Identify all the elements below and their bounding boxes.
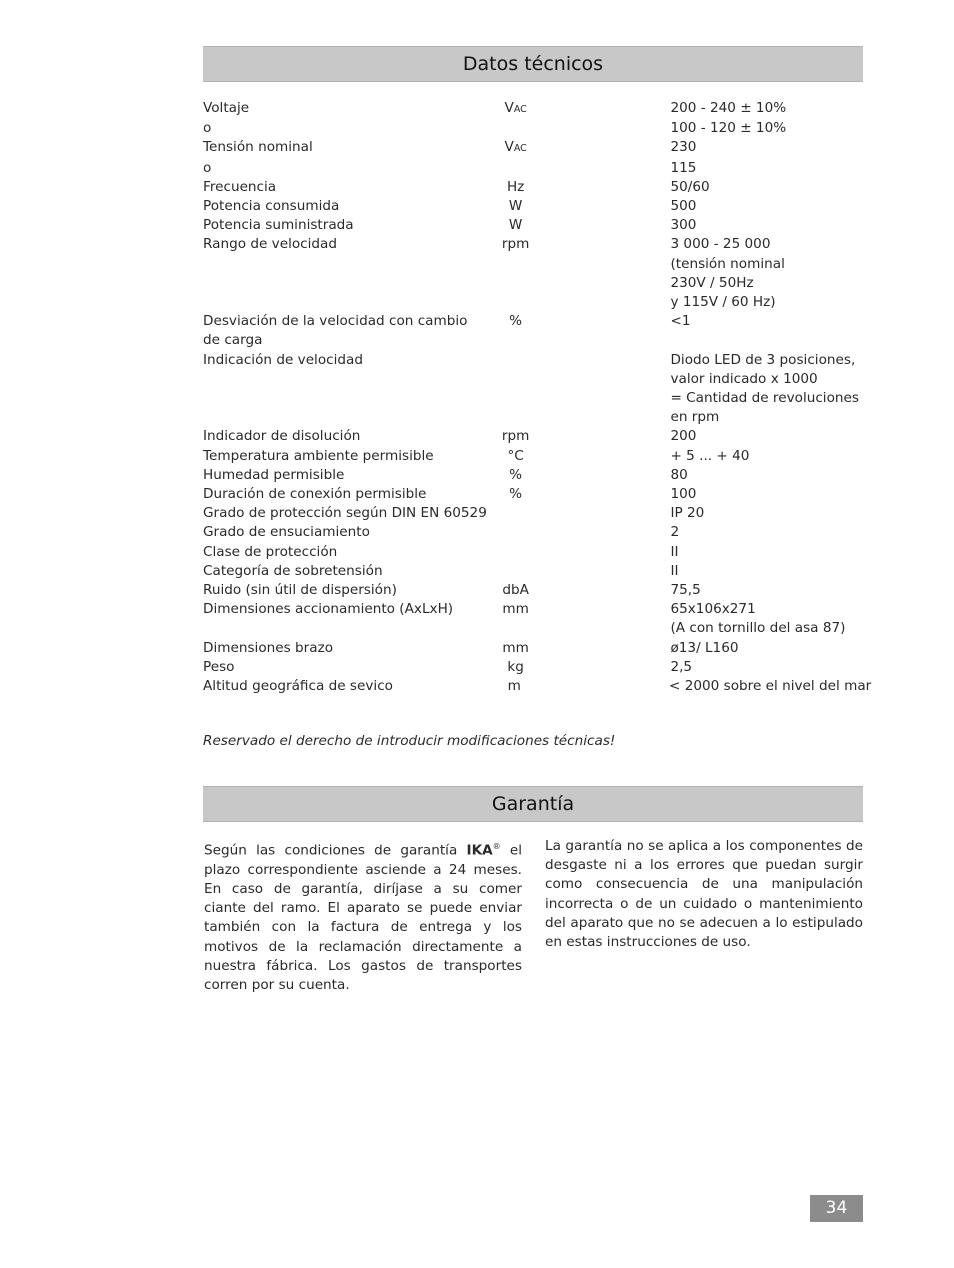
spec-unit [491,504,541,523]
spec-label: Potencia suministrada [203,217,354,234]
spec-label: Frecuencia [203,178,277,195]
spec-value: (A con tornillo del asa 87) [670,620,846,637]
spec-row [203,619,865,638]
spec-value: 230 [670,139,697,156]
spec-unit [491,408,541,427]
spec-label [203,274,491,293]
spec-value: < 2000 sobre el nivel del mar [669,678,872,695]
spec-label: Altitud geográfica de sevico [203,678,393,695]
spec-row [203,389,865,408]
spec-unit [491,293,541,312]
spec-label: Rango de velocidad [203,236,338,253]
spec-label: Tensión nominal [203,139,313,156]
spec-row [203,677,872,696]
spec-value: 65x106x271 [670,601,756,618]
spec-value: II [670,543,679,560]
spec-value: 100 - 120 ± 10% [670,120,787,137]
spec-row [203,466,865,485]
spec-label: Temperatura ambiente permisible [203,447,434,464]
spec-value: 75,5 [670,582,701,599]
spec-value: y 115V / 60 Hz) [670,294,776,311]
spec-unit: % [509,466,523,483]
spec-unit: % [509,486,523,503]
unit-symbol: V [504,139,514,156]
spec-value: en rpm [670,409,720,426]
spec-row [203,216,865,235]
spec-label: Dimensiones brazo [203,639,334,656]
spec-value: 230V / 50Hz [670,274,754,291]
spec-label: Humedad permisible [203,466,345,483]
spec-value: 500 [670,198,697,215]
spec-row [203,600,865,619]
spec-row [203,408,865,427]
spec-row [203,274,865,293]
spec-label: o [203,159,212,176]
spec-label: Grado de protección según DIN EN 60529 [203,505,487,522]
spec-row [203,581,865,600]
spec-unit: dbA [502,582,529,599]
spec-unit [491,99,541,119]
spec-label: Voltaje [203,100,250,116]
spec-unit: W [508,217,523,234]
spec-value: 3 000 - 25 000 [670,236,771,253]
spec-unit: °C [507,447,524,464]
spec-row [203,255,865,274]
spec-unit [491,255,541,274]
spec-unit: Hz [506,178,525,195]
spec-row [203,178,865,197]
spec-row [203,485,865,504]
spec-value: 300 [670,217,697,234]
warranty-left-body: el plazo correspondiente asciende a 24 meses. En caso de garantía, diríjase a su comer ciante del ramo. El aparato se puede enviar también con la factura de entrega y los motivos de la reclamación directamente a nuestra fábrica. Los gastos de transportes corren por su cuenta. [204,842,523,993]
spec-label [203,389,491,408]
spec-label: Dimensiones accionamiento (AxLxH) [203,601,454,618]
spec-row [203,159,865,178]
spec-label [203,255,491,274]
spec-label: Desviación de la velocidad con cambio [203,313,468,330]
spec-unit [491,543,541,562]
spec-value: 200 - 240 ± 10% [670,100,787,116]
spec-label [203,293,491,312]
spec-row [203,99,865,119]
spec-label: de carga [203,332,263,349]
spec-label: o [203,120,212,137]
spec-label: Clase de protección [203,543,338,560]
spec-row [203,351,865,370]
spec-unit [491,138,541,158]
spec-unit [491,389,541,408]
spec-label: Potencia consumida [203,198,340,215]
spec-value: 115 [670,159,697,176]
spec-value: valor indicado x 1000 [670,370,818,387]
spec-row [203,562,865,581]
spec-row [203,293,865,312]
spec-value: 2,5 [670,658,693,675]
spec-unit [491,370,541,389]
spec-unit [491,119,541,138]
spec-label: Categoría de sobretensión [203,562,383,579]
spec-label: Ruido (sin útil de dispersión) [203,582,397,599]
tech-data-title: Datos técnicos [462,53,604,75]
spec-value: + 5 ... + 40 [670,447,750,464]
spec-value: 200 [670,428,697,445]
spec-unit [491,351,541,370]
spec-row [203,235,865,254]
spec-unit: % [509,313,523,330]
brand-name: IKA [466,842,493,859]
spec-unit [491,331,541,350]
tech-data-header [203,46,863,82]
spec-table [203,99,872,696]
spec-unit: W [508,198,523,215]
spec-row [203,523,865,542]
spec-unit: mm [502,601,529,618]
spec-row [203,639,865,658]
spec-row [203,119,865,138]
spec-row [203,658,865,677]
spec-unit [491,523,541,542]
spec-label [203,370,491,389]
spec-value: (tensión nominal [670,255,785,272]
spec-unit [491,562,541,581]
spec-label: Duración de conexión permisible [203,486,427,503]
spec-label [203,619,491,638]
spec-value: Diodo LED de 3 posiciones, [670,351,856,368]
unit-subscript: AC [513,104,527,115]
spec-unit: kg [507,658,524,675]
spec-label: Indicación de velocidad [203,351,363,368]
unit-subscript: AC [513,143,527,155]
spec-row [203,504,865,523]
spec-value: 80 [670,466,688,483]
spec-row [203,543,865,562]
spec-row [203,138,865,158]
spec-label: Grado de ensuciamiento [203,524,370,541]
warranty-left-intro: Según las condiciones de garantía [204,842,467,859]
spec-unit [491,159,541,178]
warranty-text-left [204,837,522,995]
spec-value: 100 [670,486,697,503]
warranty-title: Garantía [491,793,575,815]
spec-row [203,370,865,389]
spec-row [203,331,865,350]
spec-unit [491,619,541,638]
spec-value: IP 20 [670,505,705,522]
warranty-text-right: La garantía no se aplica a los componentes de desgaste ni a los errores que puedan surgir como consecuencia de una manipulación incorrecta o de un cuidado o mantenimiento del aparato que no se adecuen a lo estipulado en estas instrucciones de uso. [545,838,863,951]
spec-unit: m [507,678,521,695]
spec-row [203,427,865,446]
registered-mark: ® [492,842,501,851]
spec-label [203,408,491,427]
spec-value: <1 [670,313,691,330]
spec-unit [491,274,541,293]
spec-value: 50/60 [670,178,710,195]
spec-value: = Cantidad de revoluciones [670,390,859,407]
spec-label: Peso [203,658,235,675]
spec-unit: mm [502,639,529,656]
unit-symbol: V [504,100,514,116]
spec-value [670,331,865,350]
spec-value: ø13/ L160 [670,639,739,656]
spec-row [203,312,865,331]
spec-row [203,197,865,216]
spec-value: 2 [670,524,680,541]
spec-label: Indicador de disolución [203,428,361,445]
spec-value: II [670,562,679,579]
spec-row [203,447,865,466]
spec-unit: rpm [501,428,530,445]
modification-note: Reservado el derecho de introducir modificaciones técnicas! [203,733,616,749]
spec-unit: rpm [501,236,530,253]
page-number: 34 [810,1195,863,1222]
warranty-header [203,786,863,822]
